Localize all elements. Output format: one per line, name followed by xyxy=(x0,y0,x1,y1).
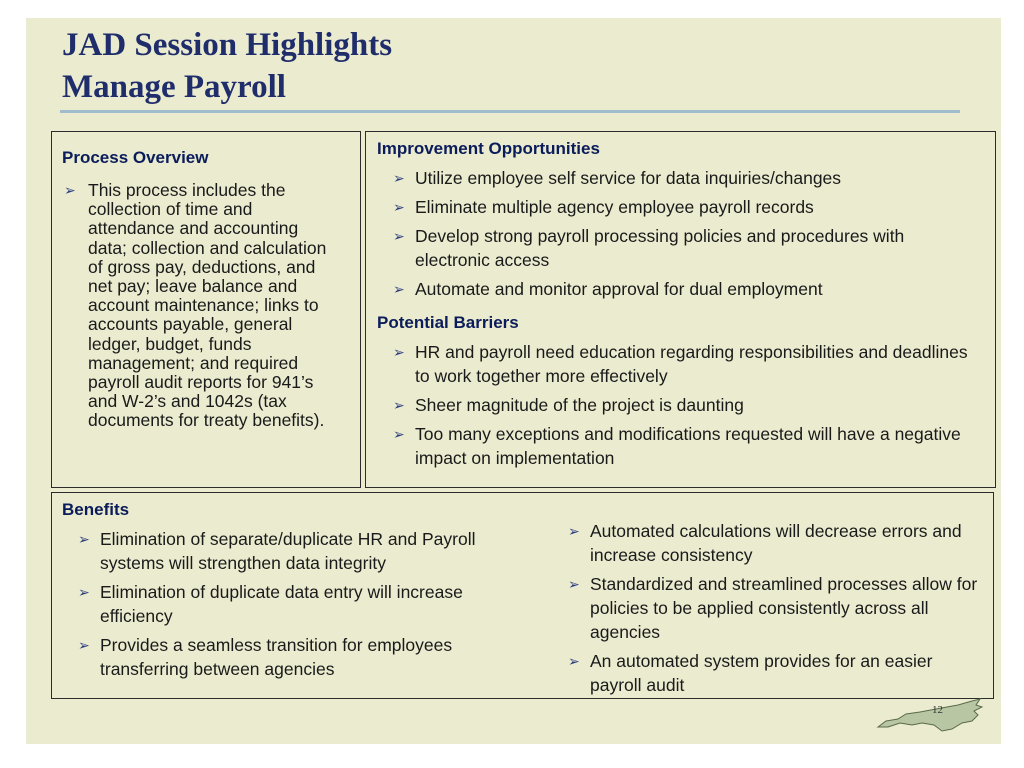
list-item: ➢ Automated calculations will decrease errors and increase consistency xyxy=(568,521,962,565)
title-divider xyxy=(60,110,960,113)
list-item: ➢ Provides a seamless transition for employees transferring between agencies xyxy=(78,635,453,679)
benefits-left-list xyxy=(74,527,534,686)
bullet-arrow-icon: ➢ xyxy=(393,397,405,413)
page-number: 12 xyxy=(932,704,943,716)
process-overview-text xyxy=(62,181,332,431)
process-overview-heading: Process Overview xyxy=(62,148,209,167)
bullet-arrow-icon: ➢ xyxy=(393,281,405,297)
list-item: ➢ Develop strong payroll processing policies and procedures with electronic access xyxy=(393,226,905,270)
bullet-arrow-icon: ➢ xyxy=(568,653,580,669)
list-item: ➢ Elimination of duplicate data entry will increase efficiency xyxy=(78,582,463,626)
bullet-arrow-icon: ➢ xyxy=(568,576,580,592)
bullet-arrow-icon: ➢ xyxy=(393,170,405,186)
bullet-arrow-icon: ➢ xyxy=(393,426,405,442)
title-line-2: Manage Payroll xyxy=(62,69,286,105)
title-line-1: JAD Session Highlights xyxy=(62,27,393,63)
list-item: ➢ Utilize employee self service for data inquiries/changes xyxy=(393,168,842,188)
bullet-arrow-icon: ➢ xyxy=(568,523,580,539)
bullet-arrow-icon: ➢ xyxy=(78,531,90,547)
north-carolina-map-icon xyxy=(876,697,984,733)
list-item: ➢ Sheer magnitude of the project is daunting xyxy=(393,395,744,415)
bullet-arrow-icon: ➢ xyxy=(78,584,90,600)
list-item: ➢ HR and payroll need education regarding responsibilities and deadlines to work together more effectively xyxy=(393,342,968,386)
benefits-heading: Benefits xyxy=(62,500,130,519)
bullet-arrow-icon: ➢ xyxy=(393,199,405,215)
list-item: ➢ An automated system provides for an easier payroll audit xyxy=(568,651,933,695)
list-item: ➢ Standardized and streamlined processes allow for policies to be applied consistently across all agencies xyxy=(568,574,978,642)
barriers-heading: Potential Barriers xyxy=(377,313,519,332)
list-item: ➢ Eliminate multiple agency employee payroll records xyxy=(393,197,814,217)
bullet-arrow-icon: ➢ xyxy=(64,182,76,198)
bullet-arrow-icon: ➢ xyxy=(393,344,405,360)
slide-title xyxy=(62,24,392,108)
list-item: ➢ Automate and monitor approval for dual employment xyxy=(393,279,823,299)
bullet-arrow-icon: ➢ xyxy=(393,228,405,244)
bullet-arrow-icon: ➢ xyxy=(78,637,90,653)
barriers-list xyxy=(389,340,981,475)
improvement-heading: Improvement Opportunities xyxy=(377,139,600,158)
process-overview-body: This process includes the collection of time and attendance and accounting data; collection and calculation of gross pay, deductions, and net pay; leave balance and account maintenance; links to accounts payable, general ledger, budget, funds management; and required payroll audit reports for 941’s and W-2’s and 1042s (tax documents for treaty benefits). xyxy=(88,180,327,431)
list-item: ➢ Elimination of separate/duplicate HR and Payroll systems will strengthen data integrity xyxy=(78,529,476,573)
benefits-right-list xyxy=(564,519,982,702)
list-item: ➢ Too many exceptions and modifications requested will have a negative impact on implementation xyxy=(393,424,961,468)
improvement-list xyxy=(389,166,981,306)
